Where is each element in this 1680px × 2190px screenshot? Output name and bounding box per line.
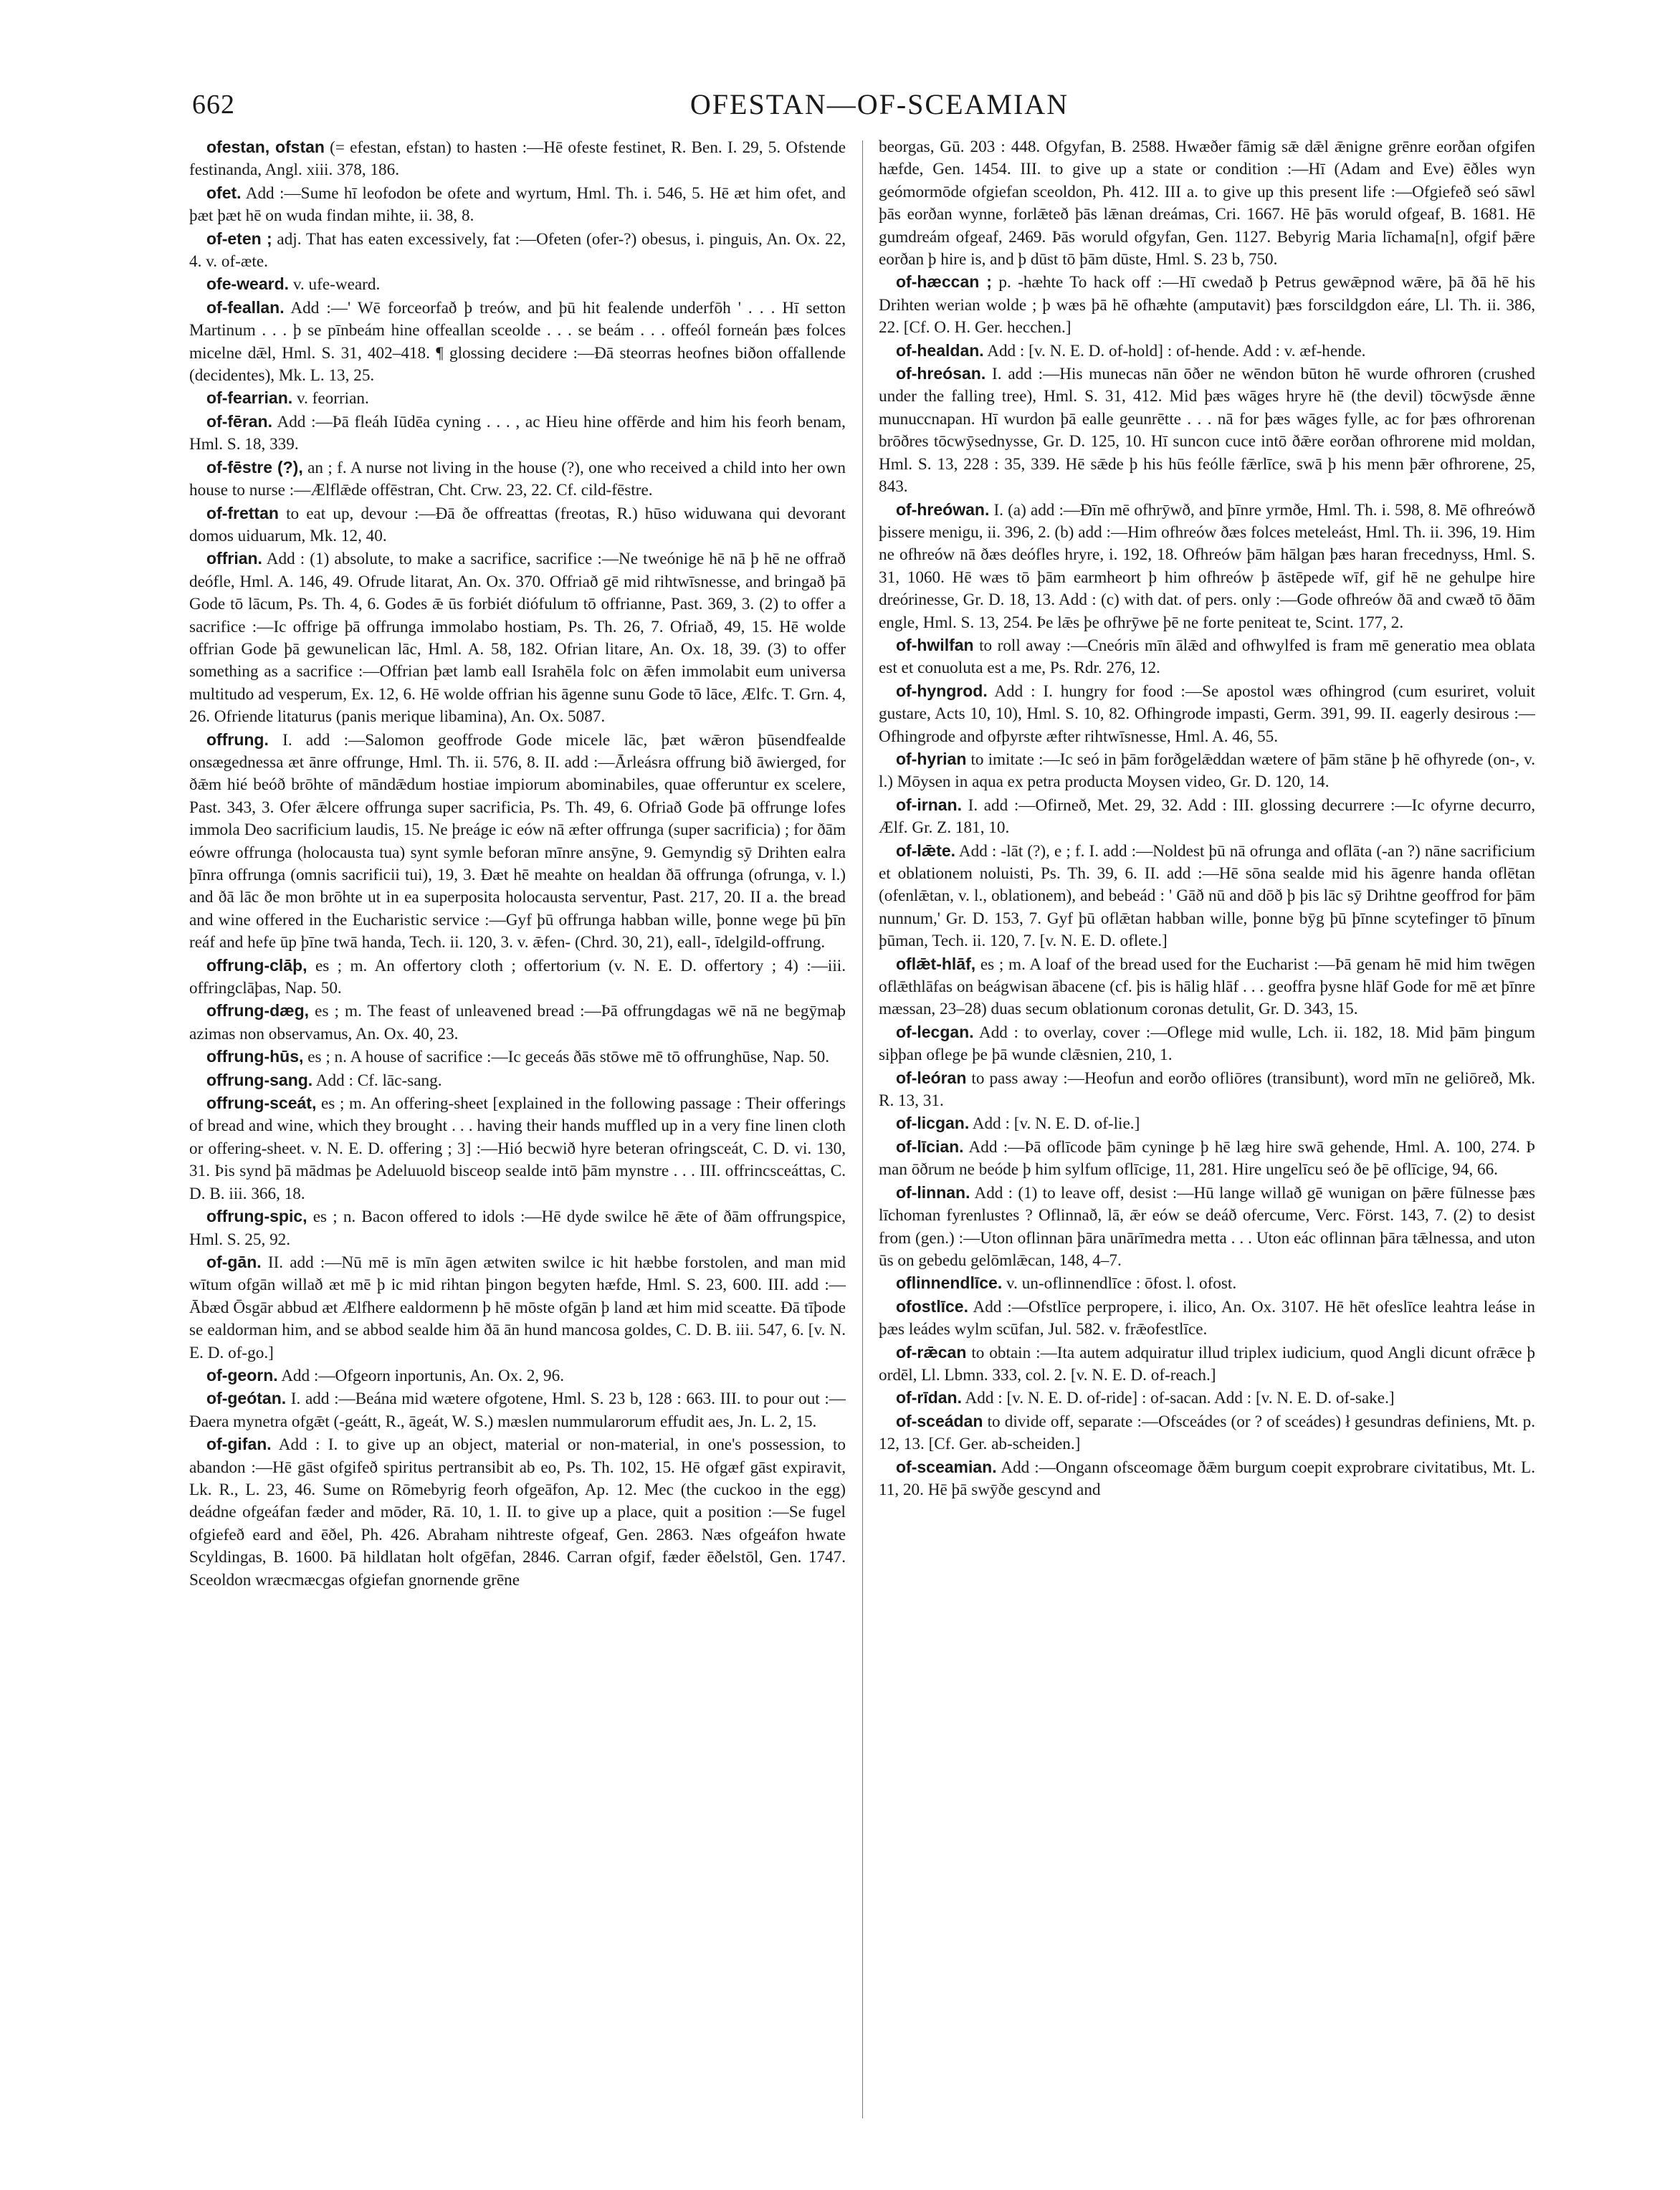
headword: of-sceádan xyxy=(896,1411,983,1430)
entry-indent xyxy=(879,682,988,701)
dictionary-entry xyxy=(189,1092,846,1205)
entry-indent xyxy=(879,636,974,655)
entry-indent xyxy=(189,138,325,157)
dictionary-entry xyxy=(189,729,846,955)
entry-indent xyxy=(189,184,242,203)
entry-indent xyxy=(879,1274,1002,1293)
headword: of-lǣte. xyxy=(896,841,956,860)
dictionary-entry xyxy=(879,634,1535,680)
entry-indent xyxy=(189,1048,303,1066)
dictionary-entry xyxy=(189,1046,846,1068)
dictionary-entry xyxy=(879,1296,1535,1342)
headword: of-rīdan. xyxy=(896,1388,962,1407)
dictionary-entry xyxy=(879,136,1535,271)
entry-text: Add :—Ongann ofsceomage ðǣm burgum coepit exprobrare civitatibus, Mt. L. 11, 20. Hē þā swȳðe gescynd and xyxy=(879,1458,1535,1499)
entry-indent xyxy=(879,1069,966,1088)
entry-text: Add :—Þā fleáh Iūdēa cyning . . . , ac Hieu hine offērde and him his feorh benam, Hml. S. 18, 339. xyxy=(189,412,846,454)
headword: of-irnan. xyxy=(896,795,962,814)
entry-indent xyxy=(189,731,269,750)
entry-indent xyxy=(189,957,307,975)
entry-text: es ; m. An offering-sheet [explained in the following passage : Their offerings of bread and wine, which they brought . . . having their hands muffled up in a very fine linen cloth or offering-sheet. v. N. E. D. offering ; 3] :—Hió becwið hyre beteran ofringsceát, C. D. vi. 130, 31. Þis synd þā mādmas þe Adeluuold bisceop sealde intō þām mynstre . . . III. offrincsceáttas, C. D. B. iii. 366, 18. xyxy=(189,1094,846,1203)
entry-text: I. add :—Beána mid wætere ofgotene, Hml. S. 23 b, 128 : 663. III. to pour out :—Ðaera mynetra ofgǣt (-geátt, R., āgeát, W. S.) mæslen nummularorum effudit aes, Jn. L. 2, 15. xyxy=(189,1390,846,1431)
entry-indent xyxy=(879,1344,966,1362)
dictionary-entry xyxy=(189,1069,846,1092)
headword: of-fēstre (?), xyxy=(206,457,303,477)
entry-indent xyxy=(189,1435,272,1454)
dictionary-entry xyxy=(879,794,1535,840)
headword: of-eten ; xyxy=(206,229,272,248)
headword: of-leóran xyxy=(896,1068,967,1087)
headword: offrung-sang. xyxy=(206,1070,313,1089)
headword: ofe-weard. xyxy=(206,274,290,294)
entry-indent xyxy=(879,1023,974,1042)
entry-indent xyxy=(189,1002,309,1020)
headword: of-līcian. xyxy=(896,1137,964,1156)
dictionary-entry xyxy=(879,840,1535,953)
entry-indent xyxy=(189,389,292,408)
headword: ofostlīce. xyxy=(896,1296,968,1316)
dictionary-entry xyxy=(879,1342,1535,1387)
dictionary-entry xyxy=(189,182,846,228)
entry-text: (= efestan, efstan) to hasten :—Hē ofeste festinet, R. Ben. I. 29, 5. Ofstende festinanda, Angl. xiii. 378, 186. xyxy=(189,138,846,180)
dictionary-entry xyxy=(879,748,1535,794)
dictionary-entry xyxy=(189,456,846,502)
entry-text: es ; m. An offertory cloth ; offertorium (v. N. E. D. offertory ; 4) :—iii. offringclāþas, Nap. 50. xyxy=(189,956,846,998)
entry-text: Add :—Þā oflīcode þām cyninge þ hē læg hire swā gehende, Hml. A. 100, 274. Þ man ōðrum ne beóde þ him sylfum oflīcige, 11, 281. Hire ungelīcu seó ðe þē oflīcige, 94, 66. xyxy=(879,1137,1535,1180)
entry-indent xyxy=(189,275,289,294)
entry-text: I. add :—Ofirneð, Met. 29, 32. Add : III. glossing decurrere :—Ic ofyrne decurro, Ælf. Gr. Z. 181, 10. xyxy=(879,795,1535,838)
running-head: OFESTAN—OF-SCEAMIAN xyxy=(689,88,1069,120)
entry-indent xyxy=(879,1298,968,1316)
headword: of-hyngrod. xyxy=(896,681,988,700)
headword: offrung-dæg, xyxy=(206,1001,310,1020)
dictionary-entry xyxy=(189,273,846,296)
entry-text: I. add :—Salomon geoffrode Gode micele lāc, þæt wǣron þūsendfealde onsægednessa æt ānre offrunge, Hml. Th. ii. 576, 8. II. add :—Ārleásra offrung bið āwierged, for ðǣm hié beóð brōhte of māndǣdum hostiae impiorum abominabiles, quae offeruntur ex scelere, Past. 343, 3. Ofer ǣlcere offrunga super sacrificia, Ps. Th. 49, 6. Ofriað Gode þā offrunge lofes immola Deo sacrificium laudis, 15. Ne þreáge ic eów nā æfter offrunga (super sacrificia) ; for ðām eówre offrunga (holocausta tua) synt symle beforan mīnre ansȳne, 9. Gemyndig sȳ Drihten ealra þīnra offrunga (omnis sacrificii tui), 19, 3. Ðæt hē meahte on healdan ðā offrunga (ofrunga, v. l.) and ðā lāc ðe mon brōhte ut in ea superposita holocausta serventur, Past. 217, 20. II a. the bread and wine offered in the Eucharistic service :—Gyf þū offrunga habban wille, þonne wege þū þīn reáf and hefe ūp þīne twā handa, Tech. ii. 120, 3. v. ǣfen- (Chrd. 30, 21), eall-, īdelgild-offrung. xyxy=(189,730,846,952)
page-number: 662 xyxy=(192,90,235,120)
headword: ofet. xyxy=(206,183,242,202)
headword: ofestan, ofstan xyxy=(206,138,325,156)
entry-text: Add :—Ofstlīce perpropere, i. ilico, An. Ox. 3107. Hē hēt ofeslīce leahtra leáse in þæs leádes wylm scūfan, Jul. 582. v. frǣofestlīce. xyxy=(879,1297,1535,1339)
entry-text: v. un-oflinnendlīce : ōfost. l. ofost. xyxy=(1006,1274,1237,1294)
entry-text: beorgas, Gū. 203 : 448. Ofgyfan, B. 2588. Hwæðer fāmig sǣ dǣl ǣnigne grēnre eorðan ofgifen hæfde, Gen. 1454. III. to give up a state or condition :—Hī (Adam and Eve) ēðles wyn geómormōde ofgiefan sceoldon, Ph. 412. III a. to give up this present life :—Ofgiefeð seó sāwl þās eorðan wynne, forlǣteð þās lǣnan dreámas, Cri. 1667. Hē þās woruld ofgeaf, B. 1681. Hē gumdreám ofgeaf, 2469. Þās woruld ofgyfan, Gen. 1127. Bebyrig Maria līchama[n], ofgif þǣre eorðan þ hire is, and þ dūst tō þām dūste, Hml. S. 23 b, 750. xyxy=(879,138,1535,269)
dictionary-entry xyxy=(879,271,1535,339)
headword: of-hreówan. xyxy=(896,499,990,519)
dictionary-entry xyxy=(189,136,846,182)
entry-text: p. -hæhte To hack off :—Hī cwedað þ Petrus gewǣpnod wǣre, þā ðā hē his Drihten werian wolde ; þ wæs þā hē ofhæhte (amputavit) þæs forscildgdon eáre, Ll. Th. ii. 386, 22. [Cf. O. H. Ger. hecchen.] xyxy=(879,273,1535,338)
headword: offrung-hūs, xyxy=(206,1047,304,1066)
dictionary-entry xyxy=(189,411,846,456)
entry-indent xyxy=(189,1071,312,1090)
entry-text: es ; n. Bacon offered to idols :—Hē dyde swilce hē ǣte of ðām offrungspice, Hml. S. 25, 92. xyxy=(189,1208,846,1249)
entry-text: es ; m. A loaf of the bread used for the Eucharist :—Þā genam hē mid him twēgen oflǣthlāfas on beágwisan ābacene (cf. þis is hālig hlāf . . . geoffra þysne hlāf Gode for mē æt þīnre mæssan, 23–28) duas secum oblationum coronas detulit, Gr. D. 343, 15. xyxy=(879,955,1535,1019)
dictionary-entry xyxy=(879,1410,1535,1456)
headword: of-feallan. xyxy=(206,297,285,317)
entry-indent xyxy=(189,413,272,431)
headword: offrian. xyxy=(206,549,262,568)
entry-indent xyxy=(189,1390,286,1408)
dictionary-entry xyxy=(189,502,846,548)
dictionary-entry xyxy=(879,1182,1535,1273)
dictionary-entry xyxy=(189,1000,846,1046)
headword: of-fearrian. xyxy=(206,388,293,408)
headword: of-hyrian xyxy=(896,749,967,768)
entry-indent xyxy=(879,1458,997,1477)
entry-text: Add : (1) to leave off, desist :—Hū lange willað gē wunigan on þǣre fūlnesse þæs līchoman fyrenlustes ? Oflinnað, lā, ǣr eów se deáð ofercume, Verc. Först. 143, 7. (2) to desist from (gen.) :—Uton oflinnan þāra unārīmedra metta . . . Uton eác oflinnan þāra tǣlnessa, and uton ūs on gebedu gelōmlǣcan, 148, 4–7. xyxy=(879,1183,1535,1270)
dictionary-entry xyxy=(189,548,846,728)
entry-indent xyxy=(879,1138,964,1157)
dictionary-entry xyxy=(879,1112,1535,1135)
entry-text: es ; n. A house of sacrifice :—Ic geceás ðās stōwe mē tō offrunghūse, Nap. 50. xyxy=(307,1048,830,1067)
dictionary-entry xyxy=(189,1364,846,1387)
headword: of-licgan. xyxy=(896,1114,970,1133)
dictionary-entry xyxy=(879,1021,1535,1067)
entry-indent xyxy=(189,550,262,568)
headword: of-rǣcan xyxy=(896,1342,967,1362)
headword: of-georn. xyxy=(206,1365,278,1385)
headword: of-healdan. xyxy=(896,340,984,360)
entry-indent xyxy=(879,1412,983,1431)
headword: of-hreósan. xyxy=(896,364,986,383)
entry-text: Add : [v. N. E. D. of-lie.] xyxy=(972,1114,1140,1134)
headword: of-linnan. xyxy=(896,1182,970,1202)
entry-indent xyxy=(879,342,984,360)
entry-indent xyxy=(879,1389,962,1407)
right-column xyxy=(879,136,1535,2143)
entry-indent xyxy=(189,299,285,317)
headword: of-gifan. xyxy=(206,1435,272,1454)
entry-text: Add : to overlay, cover :—Oflege mid wulle, Lch. ii. 182, 18. Mid þām þingum siþþan oflege þe þā wunde clǣsnien, 210, 1. xyxy=(879,1023,1535,1065)
entry-text: Add : I. hungry for food :—Se apostol wæs ofhingrod (cum esuriret, voluit gustare, Acts 10, 10), Hml. S. 10, 82. Ofhingrode impasti, Germ. 391, 99. II. eagerly desirous :—Ofhingrode and ofþyrste æfter rihtwīsnesse, Hml. A. 46, 55. xyxy=(879,682,1535,746)
entry-text: Add :—Ofgeorn inportunis, An. Ox. 2, 96. xyxy=(281,1366,564,1385)
column-divider xyxy=(862,140,863,2118)
headword: oflǣt-hlāf, xyxy=(896,954,976,973)
dictionary-entry xyxy=(879,680,1535,748)
headword: of-sceamian. xyxy=(896,1457,997,1476)
entry-text: Add : -lāt (?), e ; f. I. add :—Noldest þū nā ofrunga and oflāta (-an ?) nāne sacrificium et oblationem noluisti, Ps. Th. 39, 6. II. add :—Hē sōna sealde mid his āgenre handa oflētan (ofenlǣtan, v. l., oblationem), and bebeád : ' Gāð nū and dōð þ þis lāc sȳ Drihtne geoffrod for þām nunnum,' Gr. D. 153, 7. Gyf þū oflǣtan habban wille, þonne bȳg þū þīnne scytefinger tō þīnum þūman, Tech. ii. 120, 7. [v. N. E. D. oflete.] xyxy=(879,841,1535,951)
entry-text: Add :—' Wē forceorfað þ treów, and þū hit fealende underfōh ' . . . Hī setton Martinum . . . þ se pīnbeám hine offeallan sceolde . . . se beám . . . offeól forneán þæs folces micelne dǣl, Hml. S. 31, 402–418. ¶ glossing decidere :—Ðā steorras heofnes biðon offallende (decidentes), Mk. L. 13, 25. xyxy=(189,298,846,386)
entry-text: to roll away :—Cneóris mīn ālǣd and ofhwylfed is fram mē generatio mea oblata est et conuoluta est a me, Ps. Rdr. 276, 12. xyxy=(879,636,1535,678)
dictionary-entry xyxy=(879,953,1535,1021)
headword: offrung-clāþ, xyxy=(206,955,307,975)
headword: of-lecgan. xyxy=(896,1022,974,1041)
dictionary-entry xyxy=(189,1433,846,1592)
dictionary-entry xyxy=(879,1136,1535,1182)
headword: of-hwilfan xyxy=(896,635,974,654)
entry-text: Add : Cf. lāc-sang. xyxy=(315,1071,442,1090)
headword: oflinnendlīce. xyxy=(896,1273,1003,1293)
entry-text: to obtain :—Ita autem adquiratur illud triplex iudicium, quod Angli dicunt ofrǣce þ ordēl, Ll. Lbmn. 333, col. 2. [v. N. E. D. of-reach.] xyxy=(879,1343,1535,1385)
entry-indent xyxy=(879,796,962,815)
entry-indent xyxy=(879,750,966,769)
entry-text: adj. That has eaten excessively, fat :—Ofeten (ofer-?) obesus, i. pinguis, An. Ox. 22, 4. v. of-æte. xyxy=(189,229,846,272)
entry-indent xyxy=(879,1184,970,1202)
dictionary-entry xyxy=(189,955,846,1000)
dictionary-entry xyxy=(189,228,846,274)
headword: of-geótan. xyxy=(206,1389,287,1408)
entry-indent xyxy=(189,459,303,477)
entry-indent xyxy=(189,230,272,249)
dictionary-entry xyxy=(189,1205,846,1251)
entry-indent xyxy=(189,1253,262,1272)
entry-indent xyxy=(189,1208,307,1226)
headword: offrung. xyxy=(206,730,269,749)
entry-text: v. ufe-weard. xyxy=(292,275,381,295)
entry-indent xyxy=(189,1094,316,1113)
entry-text: Add : [v. N. E. D. of-ride] : of-sacan. Add : [v. N. E. D. of-sake.] xyxy=(965,1389,1395,1408)
dictionary-entry xyxy=(189,1387,846,1433)
dictionary-entry xyxy=(189,1251,846,1364)
dictionary-entry xyxy=(879,1067,1535,1113)
dictionary-entry xyxy=(189,297,846,388)
entry-text: I. (a) add :—Ðīn mē ofhrȳwð, and þīnre yrmðe, Hml. Th. i. 598, 8. Mē ofhreówð þissere menigu, ii. 396, 2. (b) add :—Him ofhreów ðæs folces meteleást, Hml. Th. ii. 396, 19. Him ne ofhreów nā ðæs deófles hryre, i. 192, 18. Ofhreów þām hālgan þæs haran frecednyss, Hml. S. 31, 1060. Hē wæs tō þām earmheort þ him ofhreów þ āstēpede wīf, gif hē ne gehulpe hire dreórinesse, Gr. D. 18, 13. Add : (c) with dat. of pers. only :—Gode ofhreów ðā and cwæð tō ðām engle, Hml. S. 13, 254. Þe lǣs þe ofhrȳwe þē ne forte peniteat te, Scint. 177, 2. xyxy=(879,500,1535,632)
entry-text: Add : I. to give up an object, material or non-material, in one's possession, to abandon :—Hē gāst ofgifeð spiritus pertransibit ab eo, Ps. Th. 102, 15. Hē ofgæf gāst expiravit, Lk. R., L. 23, 46. Sume on Rōmebyrig feorh ofgeāfon, Ap. 12. Mec (the cuckoo in the egg) deádne ofgeáfan fæder and mōder, Rā. 10, 1. II. to give up a place, quit a position :—Se fugel ofgiefeð eard and ēðel, Ph. 426. Abraham nihtreste ofgeaf, Gen. 2863. Næs ofgeáfon hwate Scyldingas, B. 1600. Þā hildlatan holt ofgēfan, 2846. Carran ofgif, fæder ēðelstōl, Gen. 1747. Sceoldon wræcmæcgas ofgiefan gnornende grēne xyxy=(189,1435,846,1589)
entry-text: I. add :—His munecas nān ōðer ne wēndon būton hē wurde ofhroren (crushed under the falling tree), Hml. S. 31, 412. Mid þæs wāges hryre hē (the devil) tōcwȳsde ǣnne munuccnapan. Hī wurdon þā ealle geunrētte . . . nā for þæs wāges fylle, ac for þæs ofhrorenan brōðres tōcwȳsednysse, Gr. D. 125, 10. Hī suncon cuce intō ðǣre eorðan ofhrorene mid moldan, Hml. S. 13, 228 : 35, 339. Hē sǣde þ his hūs feólle fǣrlīce, swā þ his menn þǣr ofhrorene, 25, 843. xyxy=(879,365,1535,497)
dictionary-entry xyxy=(879,340,1535,363)
entry-indent xyxy=(879,955,975,974)
dictionary-entry xyxy=(879,363,1535,498)
dictionary-entry xyxy=(879,1272,1535,1295)
entry-text: to imitate :—Ic seó in þām forðgelǣddan wætere of þām stāne þ hē ofhyrede (on-, v. l.) Mōysen in aqua ex petra producta Moysen video, Gr. D. 120, 14. xyxy=(879,750,1535,792)
entry-text: an ; f. A nurse not living in the house (?), one who received a child into her own house to nurse :—Ælflǣde offēstran, Cht. Crw. 23, 22. Cf. cild-fēstre. xyxy=(189,458,846,500)
entry-text: II. add :—Nū mē is mīn āgen ætwiten swilce ic hit hæbbe forstolen, and man mid wītum ofgān willað æt mē þ ic mid rihtan þingon begyten hæfde, Hml. S. 23, 600. III. add :—Ābæd Ōsgār abbud æt Ælfhere ealdormenn þ hē mōste ofgān þ land æt him mid sceatte. Ðā tīþode se ealdorman him, and se abbod sealde him ðā ān hund mancosa goldes, C. D. B. iii. 547, 6. [v. N. E. D. of-go.] xyxy=(189,1253,846,1362)
entry-text: Add : (1) absolute, to make a sacrifice, sacrifice :—Ne tweónige hē nā þ hē ne offrað deófle, Hml. A. 146, 49. Ofrude litarat, An. Ox. 370. Offriað gē mid rihtwīsnesse, and bringað þā Gode tō lācum, Ps. Th. 4, 6. Godes ǣ ūs forbiét diófulum tō offrianne, Past. 369, 3. (2) to offer a sacrifice :—Ic offrige þā offrunga immolabo hostiam, Ps. Th. 26, 7. Ofriað, 49, 15. Hē wolde offrian Gode þā gewunelican lāc, Hml. A. 58, 182. Ofrian litare, An. Ox. 18, 39. (3) to offer something as a sacrifice :—Offrian þæt lamb eall Israhēla folc on ǣfen immolabit eum universa multitudo ad vesperum, Ex. 12, 6. Hē wolde offrian his āgenne sunu Gode tō lāce, Ælfc. T. Grn. 4, 26. Ofriende litaturus (panis merique libamina), An. Ox. 5087. xyxy=(189,550,846,727)
two-column-body xyxy=(189,136,1535,2143)
entry-indent xyxy=(879,365,985,383)
entry-text: to pass away :—Heofun and eorðo ofliōres (transibunt), word mīn ne geliōreð, Mk. R. 13, 31. xyxy=(879,1068,1535,1111)
dictionary-entry xyxy=(879,1456,1535,1502)
dictionary-entry xyxy=(879,1387,1535,1410)
headword: of-gān. xyxy=(206,1252,262,1271)
headword: of-hæccan ; xyxy=(896,272,992,292)
entry-indent xyxy=(879,501,989,520)
entry-text: Add : [v. N. E. D. of-hold] : of-hende. Add : v. æf-hende. xyxy=(987,341,1366,360)
dictionary-entry xyxy=(189,387,846,410)
entry-indent xyxy=(189,505,279,523)
headword: offrung-spic, xyxy=(206,1207,307,1226)
dictionary-entry xyxy=(879,499,1535,634)
entry-indent xyxy=(879,842,955,861)
entry-indent xyxy=(879,1114,969,1133)
entry-text: es ; m. The feast of unleavened bread :—Þā offrungdagas wē nā ne begȳmaþ azimas non observamus, An. Ox. 40, 23. xyxy=(189,1002,846,1043)
entry-indent xyxy=(189,1367,278,1385)
headword: of-fēran. xyxy=(206,411,272,431)
entry-text: Add :—Sume hī leofodon be ofete and wyrtum, Hml. Th. i. 546, 5. Hē æt him ofet, and þæt þæt hē on wuda findan mihte, ii. 38, 8. xyxy=(189,183,846,226)
entry-text: to divide off, separate :—Ofsceádes (or ? of sceádes) ł gesundras definiens, Mt. p. 12, 13. [Cf. Ger. ab-scheiden.] xyxy=(879,1412,1535,1454)
headword: of-frettan xyxy=(206,503,279,522)
left-column xyxy=(189,136,846,2143)
entry-text: v. feorrian. xyxy=(296,389,369,408)
entry-indent xyxy=(879,273,992,292)
headword: offrung-sceát, xyxy=(206,1094,317,1113)
entry-text: to eat up, devour :—Ðā ðe offreattas (freotas, R.) hūso widuwana qui devorant domos uiduarum, Mk. 12, 40. xyxy=(189,504,846,545)
